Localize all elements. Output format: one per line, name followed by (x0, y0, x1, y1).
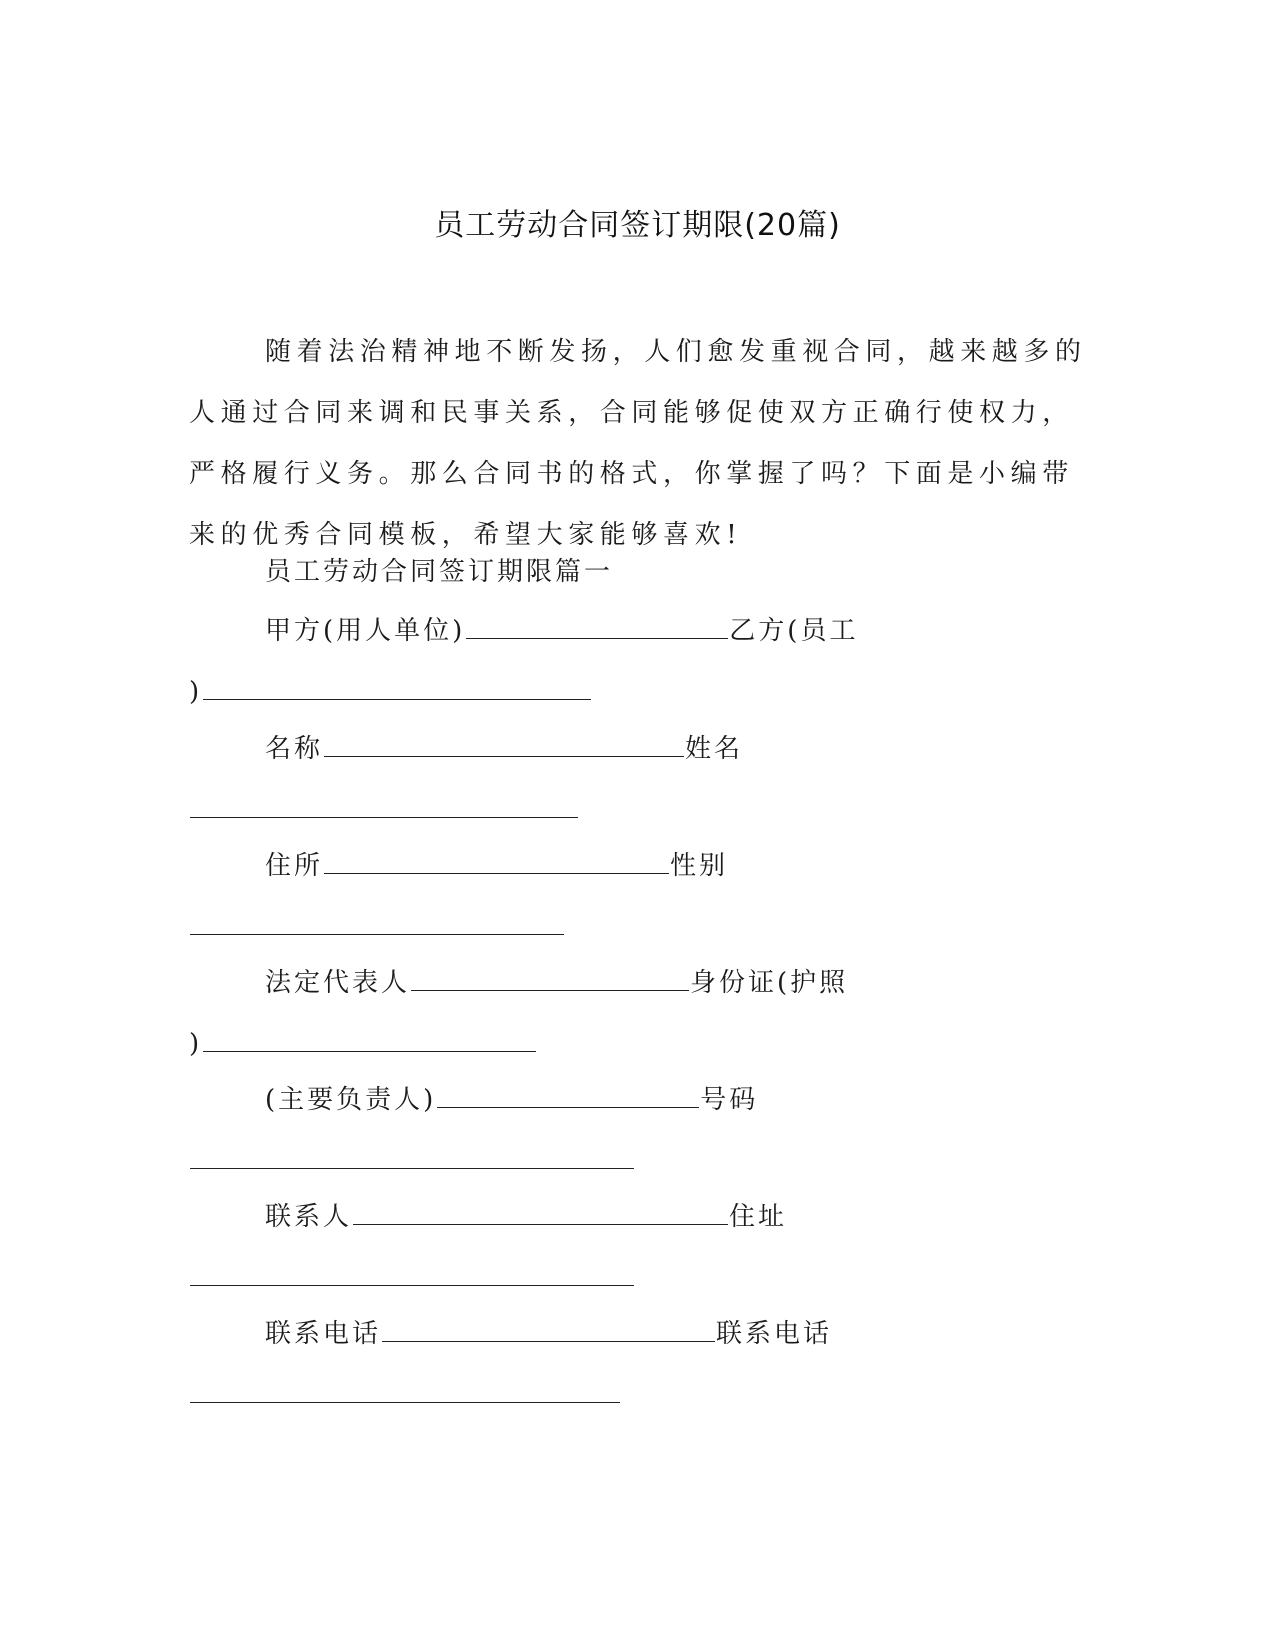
phone-a-blank[interactable] (382, 1315, 715, 1342)
row-name (265, 729, 743, 769)
party-b-close: ) (189, 677, 203, 707)
row-address (265, 846, 728, 886)
residence-label: 住址 (729, 1202, 788, 1232)
row-address-cont (189, 907, 565, 947)
document-title: 员工劳动合同签订期限(20篇) (434, 208, 841, 243)
principal-blank[interactable] (437, 1081, 699, 1108)
residence-blank[interactable] (190, 1259, 634, 1286)
party-a-label: 甲方(用人单位) (265, 616, 466, 646)
row-party-cont (189, 672, 592, 712)
name-a-blank[interactable] (324, 730, 684, 757)
address-a-blank[interactable] (324, 847, 669, 874)
row-legal-cont (189, 1024, 537, 1064)
number-blank[interactable] (190, 1142, 634, 1169)
contact-person-label: 联系人 (265, 1202, 353, 1232)
phone-b-blank[interactable] (190, 1376, 620, 1403)
number-label: 号码 (700, 1085, 759, 1115)
address-a-label: 住所 (265, 851, 324, 881)
row-phone-cont (189, 1375, 621, 1415)
name-a-label: 名称 (265, 734, 324, 764)
contact-person-blank[interactable] (353, 1198, 728, 1225)
party-b-label: 乙方(员工 (729, 616, 859, 646)
row-contact-cont (189, 1258, 635, 1298)
name-b-blank[interactable] (190, 791, 578, 818)
row-contact (265, 1197, 787, 1237)
row-phone (265, 1314, 832, 1354)
gender-b-label: 性别 (670, 851, 729, 881)
party-b-blank[interactable] (203, 673, 591, 700)
phone-b-label: 联系电话 (716, 1319, 833, 1349)
name-b-label: 姓名 (685, 734, 744, 764)
legal-rep-blank[interactable] (411, 964, 689, 991)
party-a-blank[interactable] (466, 612, 728, 639)
row-principal (265, 1080, 758, 1120)
intro-paragraph: 随着法治精神地不断发扬，人们愈发重视合同，越来越多的人通过合同来调和民事关系，合同能够促使双方正确行使权力，严格履行义务。那么合同书的格式，你掌握了吗？下面是小编带来的优秀合同模板，希望大家能够喜欢! (189, 337, 1087, 550)
row-legal (265, 963, 848, 1003)
row-principal-cont (189, 1141, 635, 1181)
principal-label: (主要负责人) (265, 1085, 437, 1115)
legal-rep-label: 法定代表人 (265, 968, 411, 998)
row-party (265, 611, 858, 651)
section-heading: 员工劳动合同签订期限篇一 (265, 557, 614, 587)
gender-b-blank[interactable] (190, 908, 564, 935)
phone-a-label: 联系电话 (265, 1319, 382, 1349)
id-card-label: 身份证(护照 (690, 968, 849, 998)
row-name-cont (189, 790, 579, 830)
id-card-blank[interactable] (203, 1025, 536, 1052)
id-card-close: ) (189, 1029, 203, 1059)
